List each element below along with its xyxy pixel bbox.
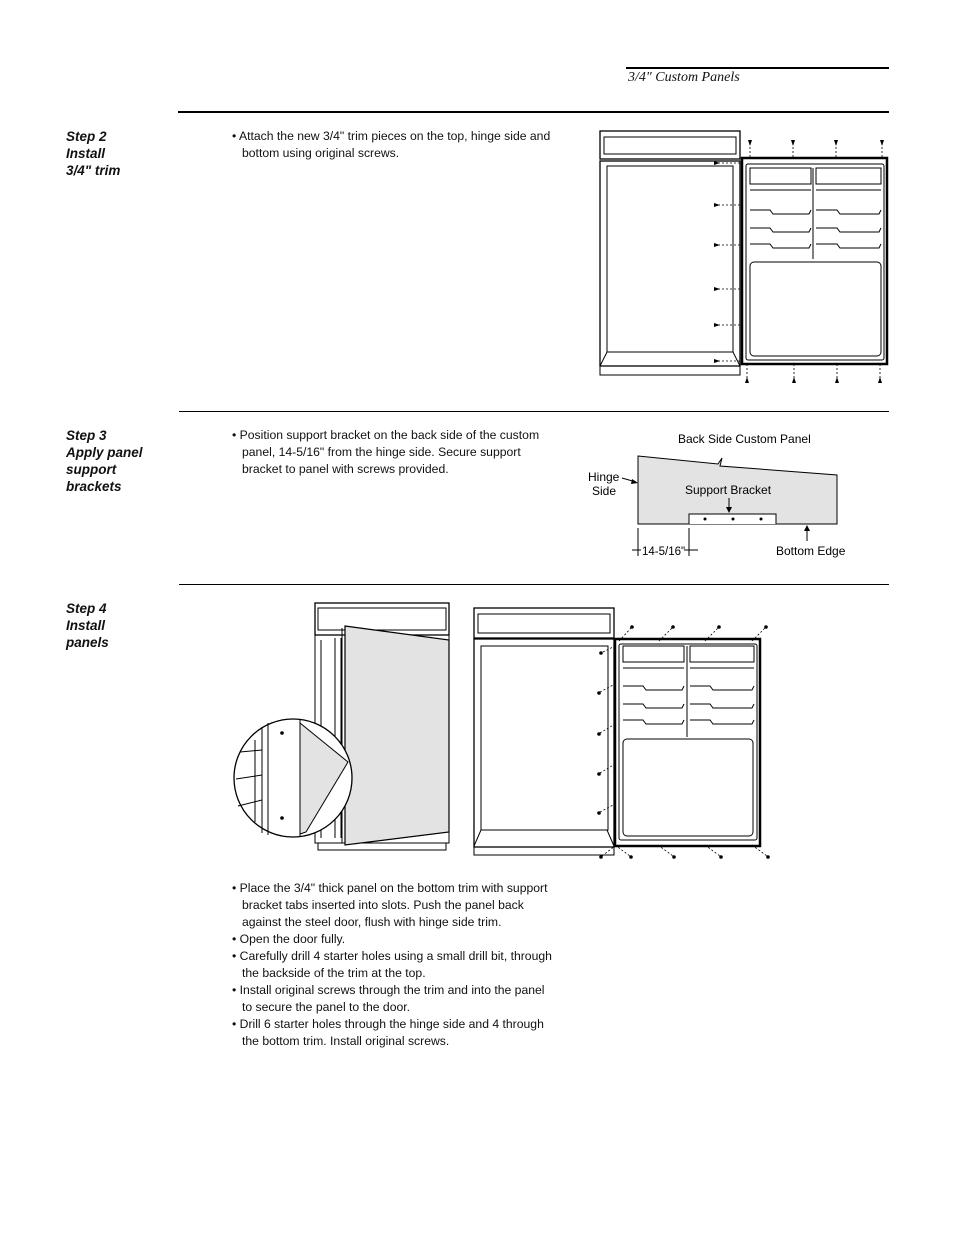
section-rule-step3 xyxy=(179,411,889,412)
trim-install-diagram xyxy=(590,128,890,388)
step-4-bullet-1: • Place the 3/4" thick panel on the bottom trim with support bracket tabs inserted into slots. Push the panel back against the steel door, flush with hinge side trim. xyxy=(232,881,548,929)
section-rule-step4 xyxy=(179,584,889,585)
step-2-label: Step 2 Install 3/4" trim xyxy=(66,129,121,178)
back-side-label: Back Side Custom Panel xyxy=(678,432,811,446)
step-3-bullet: • Position support bracket on the back side of the custom panel, 14-5/16" from the hinge side. Secure support bracket to panel with screws provided. xyxy=(232,428,540,476)
section-rule-top xyxy=(178,111,889,113)
page-header-title: 3/4" Custom Panels xyxy=(628,70,740,85)
support-bracket-diagram xyxy=(580,425,860,565)
panel-install-diagram xyxy=(230,598,780,863)
step-4-bullet-2: • Open the door fully. xyxy=(232,932,346,946)
dimension-label: 14-5/16" xyxy=(642,546,686,558)
step-3-text xyxy=(232,427,552,478)
step-4-text xyxy=(232,880,552,1050)
step-3-label: Step 3 Apply panel support brackets xyxy=(66,428,143,494)
step-4-bullet-3: • Carefully drill 4 starter holes using a small drill bit, through the backside of the trim at the top. xyxy=(232,949,552,980)
step-2-bullet: • Attach the new 3/4" trim pieces on the top, hinge side and bottom using original screws. xyxy=(232,129,551,160)
step-2-text xyxy=(232,128,552,162)
step-4-bullet-5: • Drill 6 starter holes through the hinge side and 4 through the bottom trim. Install original screws. xyxy=(232,1017,544,1048)
step-4-bullet-4: • Install original screws through the trim and into the panel to secure the panel to the door. xyxy=(232,983,545,1014)
bottom-edge-label: Bottom Edge xyxy=(776,544,846,558)
hinge-label-2: Side xyxy=(592,484,617,498)
hinge-label-1: Hinge xyxy=(588,470,620,484)
header-rule xyxy=(626,67,889,69)
step-4-label: Step 4 Install panels xyxy=(66,601,109,650)
support-bracket-label: Support Bracket xyxy=(685,483,772,497)
